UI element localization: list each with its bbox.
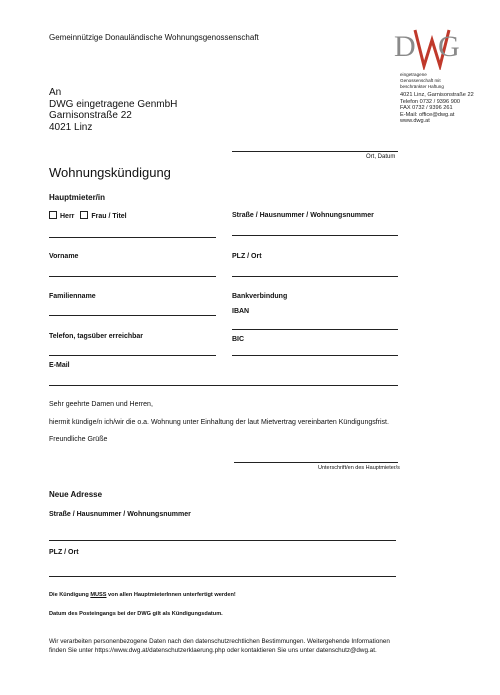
logo-letter-d: D [394,30,416,63]
privacy-note [49,638,390,655]
new-street-label: Straße / Hausnummer / Wohnungsnummer [49,511,191,518]
frau-label: Frau / Titel [91,213,127,220]
address-line: Garnisonstraße 22 [49,110,132,121]
street-label: Straße / Hausnummer / Wohnungsnummer [232,212,374,219]
recipient-address [49,87,177,133]
address-line: 4021 Linz [49,121,93,133]
new-street-field[interactable] [49,540,396,541]
privacy-line: finden Sie unter https://www.dwg.at/datenschutzerklaerung.php oder kontaktieren Sie uns unter datenschutz@dwg.at. [49,646,377,654]
must-note-post: von allen HauptmieterInnen unterfertigt werden! [106,592,236,598]
main-tenant-heading: Hauptmieter/in [49,193,106,202]
signature-field[interactable] [234,462,398,463]
last-name-label: Familienname [49,293,96,300]
place-date-label: Ort, Datum [366,154,396,160]
privacy-line: Wir verarbeiten personenbezogene Daten nach den datenschutzrechtlichen Bestimmungen. Weitergehende Informationen [49,638,390,645]
phone-field[interactable] [49,355,216,356]
must-note-emphasis: MUSS [90,592,107,598]
bic-field[interactable] [232,355,398,356]
email-label: E-Mail [49,362,70,369]
bank-label: Bankverbindung [232,293,288,300]
must-sign-note [49,592,236,598]
iban-field[interactable] [232,329,398,330]
name-title-field[interactable] [49,237,216,238]
zip-city-field[interactable] [232,276,398,277]
org-name: Gemeinnützige Donauländische Wohnungsgenossenschaft [49,33,259,42]
new-zip-city-field[interactable] [49,576,396,577]
logo-sub-line: Genossenschaft mit [400,78,441,83]
letter-body: hiermit kündige/n ich/wir die o.a. Wohnung unter Einhaltung der laut Mietvertrag vereinbarten Kündigungsfrist. [49,419,389,426]
first-name-label: Vorname [49,253,79,260]
first-name-field[interactable] [49,276,216,277]
iban-label: IBAN [232,308,250,315]
contact-web: www.dwg.at [400,118,430,125]
contact-address: 4021 Linz, Garnisonstraße 22 [400,92,474,98]
contact-email: E-Mail: office@dwg.at [400,111,455,118]
logo-sub-line: eingetragene [400,72,427,77]
logo-sub-line: beschränkter Haftung [400,84,444,89]
herr-checkbox[interactable] [49,211,57,219]
new-zip-city-label: PLZ / Ort [49,549,79,556]
dwg-logo-graphic [394,26,460,70]
contact-block [400,92,474,125]
logo-letter-g: G [438,30,460,63]
contact-fax: FAX 0732 / 9396 261 [400,105,453,112]
street-field[interactable] [232,235,398,236]
bic-label: BIC [232,336,245,343]
letter-closing: Freundliche Grüße [49,436,108,443]
place-date-line[interactable] [232,151,398,152]
zip-city-label: PLZ / Ort [232,253,262,260]
email-field[interactable] [49,385,398,386]
new-address-heading: Neue Adresse [49,490,103,499]
letter-greeting: Sehr geehrte Damen und Herren, [49,401,153,408]
signature-label: Unterschrift/en des Hauptmieter/s [318,465,400,471]
must-note-pre: Die Kündigung [49,592,91,598]
address-line: An [49,87,62,98]
dwg-logo [394,26,460,70]
frau-checkbox[interactable] [80,211,88,219]
logo-subtitle [400,72,444,90]
phone-label: Telefon, tagsüber erreichbar [49,333,144,340]
last-name-field[interactable] [49,315,216,316]
page-title: Wohnungskündigung [49,165,171,180]
contact-phone: Telefon 0732 / 9396 900 [400,98,461,105]
address-line: DWG eingetragene GenmbH [49,98,178,110]
salutation-row [49,211,127,220]
herr-label: Herr [60,213,75,220]
receipt-note: Datum des Posteingangs bei der DWG gilt als Kündigungsdatum. [49,611,223,617]
